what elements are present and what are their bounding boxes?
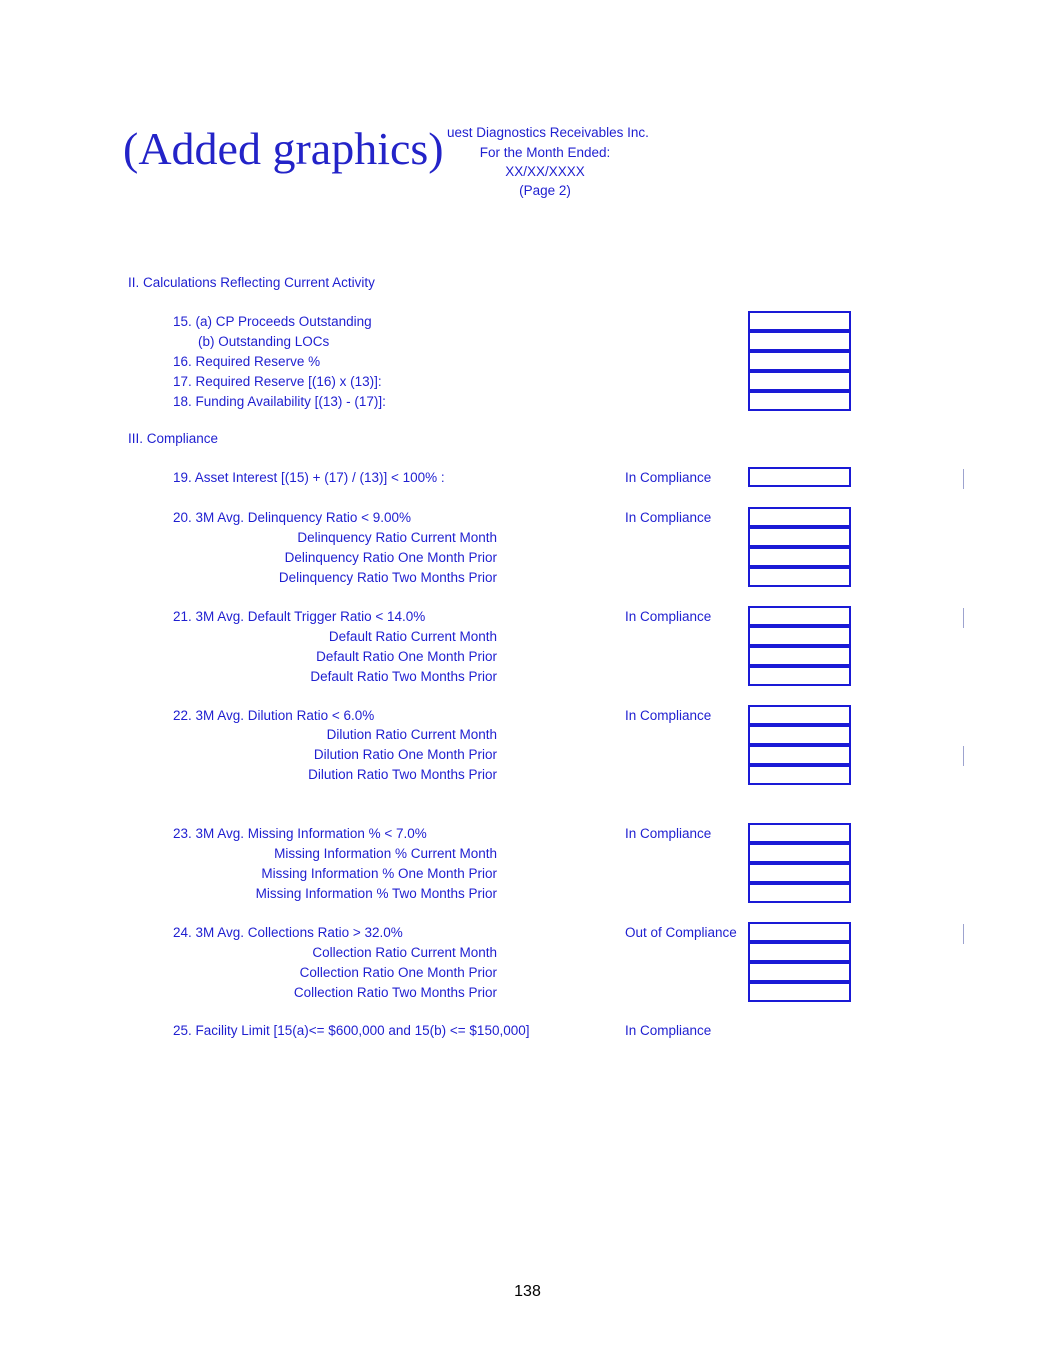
company-name: uest Diagnostics Receivables Inc. <box>447 125 649 140</box>
value-box-15b <box>748 331 851 351</box>
item-20-sub-two-prior: Delinquency Ratio Two Months Prior <box>278 570 497 585</box>
value-box-21-current <box>748 626 851 646</box>
value-box-21 <box>748 606 851 626</box>
item-23-sub-two-prior: Missing Information % Two Months Prior <box>255 886 497 901</box>
item-25-label: 25. Facility Limit [15(a)<= $600,000 and 15(b) <= $150,000] <box>173 1023 530 1038</box>
value-box-21-one-prior <box>748 646 851 666</box>
item-22-sub-current: Dilution Ratio Current Month <box>326 727 497 742</box>
value-box-20-current <box>748 527 851 547</box>
value-box-23-current <box>748 843 851 863</box>
added-graphics-overlay: (Added graphics) <box>123 123 444 174</box>
value-box-23-one-prior <box>748 863 851 883</box>
item-22-status: In Compliance <box>625 708 712 723</box>
value-box-20-two-prior <box>748 567 851 587</box>
value-box-24-current <box>748 942 851 962</box>
value-box-20-one-prior <box>748 547 851 567</box>
value-box-22-current <box>748 725 851 745</box>
item-16-label: 16. Required Reserve % <box>173 354 321 369</box>
page-number: 138 <box>514 1283 541 1300</box>
value-box-20 <box>748 507 851 527</box>
period-date: XX/XX/XXXX <box>505 164 585 179</box>
page-label: (Page 2) <box>519 183 571 198</box>
item-24-sub-two-prior: Collection Ratio Two Months Prior <box>293 985 497 1000</box>
item-17-label: 17. Required Reserve [(16) x (13)]: <box>173 374 382 389</box>
item-23-sub-one-prior: Missing Information % One Month Prior <box>261 866 497 881</box>
item-21-sub-one-prior: Default Ratio One Month Prior <box>316 649 497 664</box>
item-21-label: 21. 3M Avg. Default Trigger Ratio < 14.0% <box>173 609 426 624</box>
value-box-17 <box>748 371 851 391</box>
value-box-23 <box>748 823 851 843</box>
margin-mark <box>963 746 964 766</box>
section-calculations-title: II. Calculations Reflecting Current Activity <box>128 275 375 290</box>
item-22-sub-two-prior: Dilution Ratio Two Months Prior <box>308 767 497 782</box>
item-15a-label: 15. (a) CP Proceeds Outstanding <box>173 314 372 329</box>
item-20-sub-current: Delinquency Ratio Current Month <box>297 530 497 545</box>
item-19-status: In Compliance <box>625 470 712 485</box>
item-21-sub-two-prior: Default Ratio Two Months Prior <box>310 669 497 684</box>
item-22-label: 22. 3M Avg. Dilution Ratio < 6.0% <box>173 708 375 723</box>
item-22-sub-one-prior: Dilution Ratio One Month Prior <box>313 747 497 762</box>
period-label: For the Month Ended: <box>479 145 611 160</box>
value-box-22-two-prior <box>748 765 851 785</box>
item-20-label: 20. 3M Avg. Delinquency Ratio < 9.00% <box>173 510 412 525</box>
value-box-21-two-prior <box>748 666 851 686</box>
margin-mark <box>963 608 964 628</box>
value-box-24-one-prior <box>748 962 851 982</box>
item-23-sub-current: Missing Information % Current Month <box>274 846 497 861</box>
margin-mark <box>963 924 964 944</box>
value-box-22 <box>748 705 851 725</box>
item-19-label: 19. Asset Interest [(15) + (17) / (13)] < 100% : <box>173 470 445 485</box>
item-21-status: In Compliance <box>625 609 712 624</box>
item-24-sub-current: Collection Ratio Current Month <box>312 945 497 960</box>
value-box-18 <box>748 391 851 411</box>
item-23-label: 23. 3M Avg. Missing Information % < 7.0% <box>173 826 427 841</box>
item-24-status: Out of Compliance <box>625 925 737 940</box>
item-24-sub-one-prior: Collection Ratio One Month Prior <box>299 965 497 980</box>
item-23-status: In Compliance <box>625 826 712 841</box>
item-21-sub-current: Default Ratio Current Month <box>328 629 497 644</box>
item-20-sub-one-prior: Delinquency Ratio One Month Prior <box>284 550 497 565</box>
section-compliance-title: III. Compliance <box>128 431 219 446</box>
value-box-15a <box>748 311 851 331</box>
value-box-19 <box>748 467 851 487</box>
item-25-status: In Compliance <box>625 1023 712 1038</box>
item-20-status: In Compliance <box>625 510 712 525</box>
item-15b-label: (b) Outstanding LOCs <box>198 334 330 349</box>
value-box-24 <box>748 922 851 942</box>
margin-mark <box>963 469 964 489</box>
value-box-23-two-prior <box>748 883 851 903</box>
value-box-22-one-prior <box>748 745 851 765</box>
item-24-label: 24. 3M Avg. Collections Ratio > 32.0% <box>173 925 403 940</box>
value-box-16 <box>748 351 851 371</box>
item-18-label: 18. Funding Availability [(13) - (17)]: <box>173 394 386 409</box>
value-box-24-two-prior <box>748 982 851 1002</box>
